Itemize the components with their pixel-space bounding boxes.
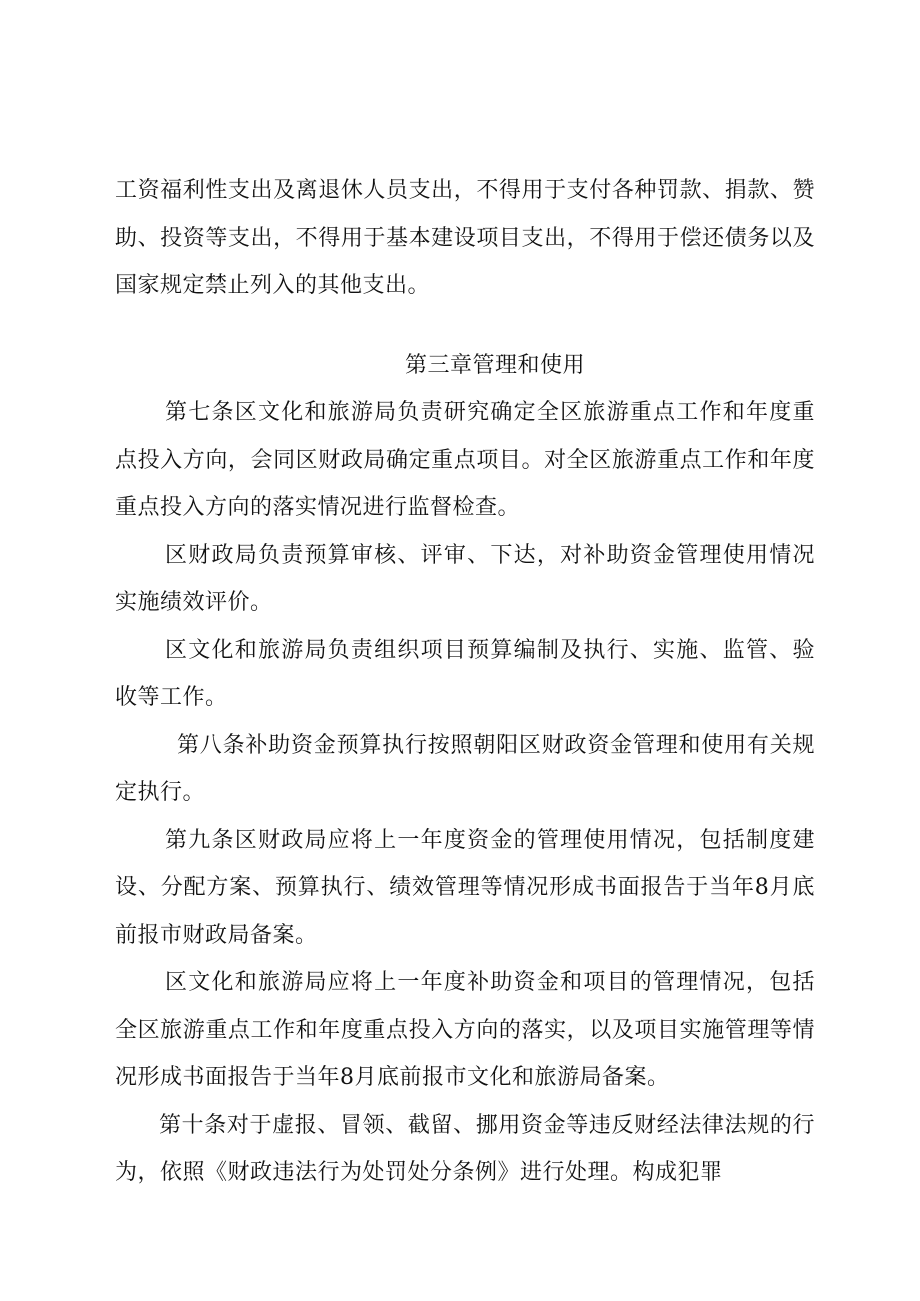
culture-bureau-duties: 区文化和旅游局负责组织项目预算编制及执行、实施、监管、验收等工作。 (115, 637, 815, 710)
continued-paragraph: 工资福利性支出及离退休人员支出，不得用于支付各种罚款、捐款、赞助、投资等支出，不得用于基本建设项目支出，不得用于偿还债务以及国家规定禁止列入的其他支出。 (115, 178, 815, 298)
article-8: 第八条补助资金预算执行按照朝阳区财政资金管理和使用有关规定执行。 (115, 732, 815, 805)
article-7: 第七条区文化和旅游局负责研究确定全区旅游重点工作和年度重点投入方向，会同区财政局确定重点项目。对全区旅游重点工作和年度重点投入方向的落实情况进行监督检查。 (115, 400, 815, 520)
article-10: 第十条对于虚报、冒领、截留、挪用资金等违反财经法律法规的行为，依照《财政违法行为处罚处分条例》进行处理。构成犯罪 (115, 1112, 815, 1185)
finance-bureau-duties: 区财政局负责预算审核、评审、下达，对补助资金管理使用情况实施绩效评价。 (115, 542, 815, 615)
article-9: 第九条区财政局应将上一年度资金的管理使用情况，包括制度建设、分配方案、预算执行、绩效管理等情况形成书面报告于当年8月底前报市财政局备案。 (115, 827, 815, 948)
culture-bureau-report: 区文化和旅游局应将上一年度补助资金和项目的管理情况，包括全区旅游重点工作和年度重点投入方向的落实，以及项目实施管理等情况形成书面报告于当年8月底前报市文化和旅游局备案。 (115, 970, 815, 1090)
chapter-heading: 第三章管理和使用 (404, 352, 585, 378)
document-body (115, 167, 815, 1197)
